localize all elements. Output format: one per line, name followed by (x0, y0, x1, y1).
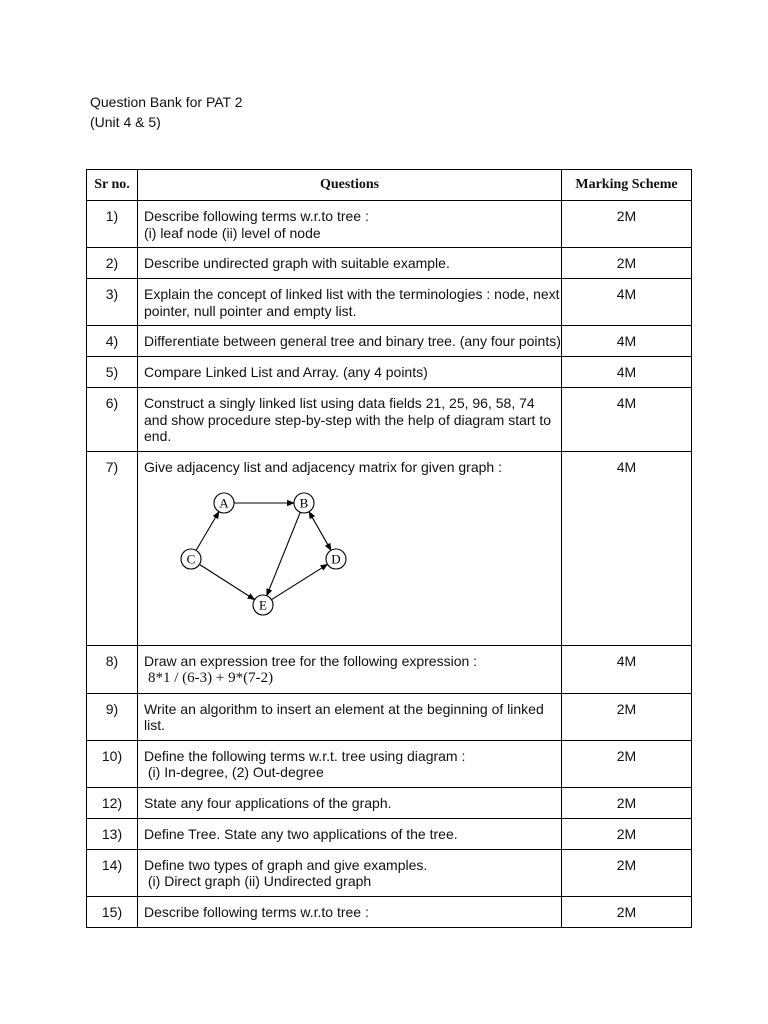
table-row (87, 693, 692, 740)
table-row (87, 388, 692, 452)
table-row (87, 645, 692, 693)
question-cell (138, 740, 562, 787)
column-header-questions: Questions (138, 170, 562, 201)
expression-text: 8*1 / (6-3) + 9*(7-2) (148, 670, 274, 686)
question-cell (138, 388, 562, 452)
marks-cell: 4M (562, 451, 692, 645)
question-cell (138, 849, 562, 896)
marks-cell: 2M (562, 818, 692, 849)
marks-cell: 4M (562, 326, 692, 357)
question-line: (i) Direct graph (ii) Undirected graph (144, 873, 372, 889)
sr-no-cell: 15) (87, 896, 138, 927)
marks-cell: 4M (562, 279, 692, 326)
question-line: Describe undirected graph with suitable example. (144, 255, 450, 271)
table-row (87, 849, 692, 896)
question-line: (i) leaf node (ii) level of node (144, 224, 321, 241)
marks-cell: 2M (562, 896, 692, 927)
graph-edge-e-d (271, 564, 327, 599)
table-row (87, 740, 692, 787)
graph-node-label: B (299, 495, 309, 511)
question-line: Describe following terms w.r.to tree : (144, 208, 369, 224)
question-cell (138, 357, 562, 388)
table-header-row (87, 170, 692, 201)
document-header (90, 92, 243, 132)
document-title: Question Bank for PAT 2 (90, 94, 243, 110)
marks-cell: 2M (562, 740, 692, 787)
question-line: Define Tree. State any two applications of the tree. (144, 825, 458, 842)
question-cell (138, 818, 562, 849)
table-row (87, 451, 692, 645)
question-line: (i) In-degree, (2) Out-degree (144, 764, 324, 780)
question-line: and show procedure step-by-step with the help of diagram start to (144, 411, 551, 428)
graph-edge-b-d (309, 512, 331, 551)
question-cell (138, 896, 562, 927)
table-row (87, 787, 692, 818)
sr-no-cell: 2) (87, 248, 138, 279)
marks-cell: 4M (562, 357, 692, 388)
table-row (87, 357, 692, 388)
graph-edge-c-e (199, 564, 254, 599)
column-header-sr: Sr no. (87, 170, 138, 201)
sr-no-cell: 8) (87, 645, 138, 693)
marks-cell: 2M (562, 201, 692, 248)
question-line: list. (144, 717, 165, 733)
document-subtitle: (Unit 4 & 5) (90, 114, 161, 130)
marks-cell: 2M (562, 248, 692, 279)
question-line: State any four applications of the graph. (144, 794, 392, 811)
table-row (87, 896, 692, 927)
question-cell (138, 326, 562, 357)
sr-no-cell: 1) (87, 201, 138, 248)
question-line: Define two types of graph and give examples. (144, 856, 428, 873)
table-row (87, 818, 692, 849)
question-line: Compare Linked List and Array. (any 4 points) (144, 364, 428, 380)
question-line: Write an algorithm to insert an element at the beginning of linked (144, 700, 544, 717)
marks-cell: 4M (562, 645, 692, 693)
graph-node-c (181, 549, 201, 569)
marks-cell: 2M (562, 849, 692, 896)
question-line: Draw an expression tree for the following expression : (144, 652, 478, 669)
graph-node-label: E (259, 597, 267, 613)
table-row (87, 201, 692, 248)
question-cell (138, 201, 562, 248)
sr-no-cell: 13) (87, 818, 138, 849)
question-line: pointer, null pointer and empty list. (144, 302, 357, 319)
graph-node-e (253, 595, 273, 615)
graph-edge-c-a (196, 512, 219, 551)
question-line: Describe following terms w.r.to tree : (144, 903, 369, 920)
sr-no-cell: 12) (87, 787, 138, 818)
question-line: Construct a singly linked list using data fields 21, 25, 96, 58, 74 (144, 395, 535, 411)
sr-no-cell: 7) (87, 451, 138, 645)
question-cell (138, 693, 562, 740)
marks-cell: 4M (562, 388, 692, 452)
sr-no-cell: 4) (87, 326, 138, 357)
table-row (87, 279, 692, 326)
graph-node-label: D (331, 551, 341, 567)
marks-cell: 2M (562, 787, 692, 818)
sr-no-cell: 6) (87, 388, 138, 452)
graph-node-label: C (186, 551, 196, 567)
question-line: end. (144, 428, 172, 444)
sr-no-cell: 14) (87, 849, 138, 896)
directed-graph-diagram (176, 489, 356, 619)
question-line: Explain the concept of linked list with the terminologies : node, next (144, 286, 560, 302)
graph-node-label: A (219, 495, 229, 511)
question-line: Give adjacency list and adjacency matrix for given graph : (144, 458, 502, 475)
question-line: Differentiate between general tree and binary tree. (any four points) (144, 333, 561, 349)
question-table (86, 169, 692, 928)
sr-no-cell: 9) (87, 693, 138, 740)
sr-no-cell: 10) (87, 740, 138, 787)
column-header-marks: Marking Scheme (562, 170, 692, 201)
question-line: Define the following terms w.r.t. tree using diagram : (144, 747, 466, 764)
sr-no-cell: 3) (87, 279, 138, 326)
question-cell (138, 451, 562, 645)
sr-no-cell: 5) (87, 357, 138, 388)
table-row (87, 326, 692, 357)
question-cell (138, 787, 562, 818)
marks-cell: 2M (562, 693, 692, 740)
graph-node-b (294, 493, 314, 513)
graph-node-a (214, 493, 234, 513)
table-row (87, 248, 692, 279)
question-cell (138, 279, 562, 326)
graph-node-d (326, 549, 346, 569)
question-cell (138, 248, 562, 279)
question-cell (138, 645, 562, 693)
graph-edge-b-e (267, 512, 301, 595)
